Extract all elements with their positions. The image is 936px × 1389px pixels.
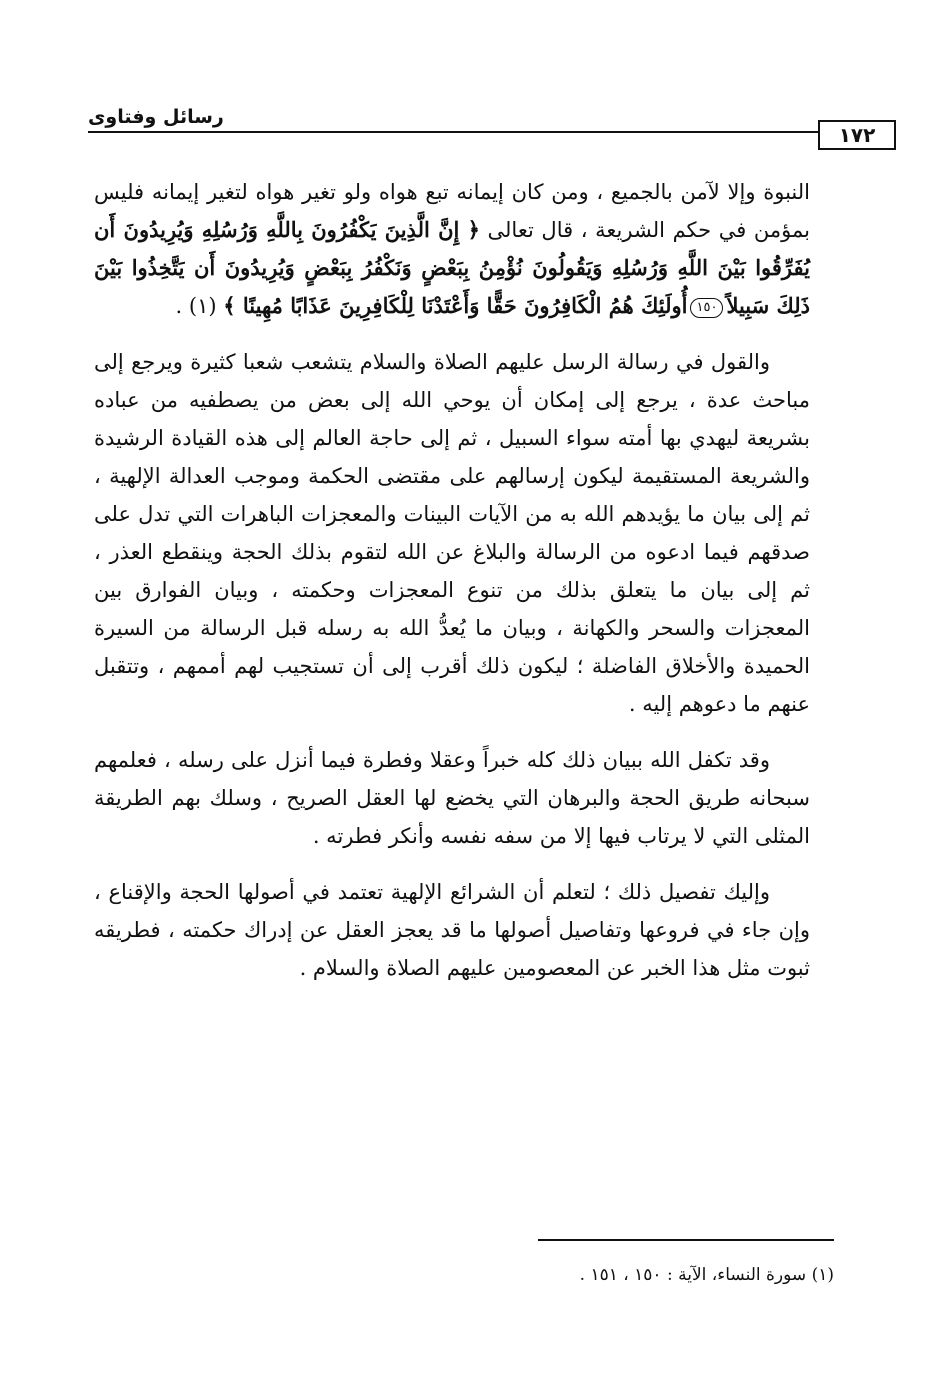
paragraph: والقول في رسالة الرسل عليهم الصلاة والسلام يتشعب شعبا كثيرة ويرجع إلى مباحث عدة ، يرجع إلى إمكان أن يوحي الله إلى بعض من يصطفيه من عباده بشريعة ليهدي بها أمته سواء السبيل ، ثم إلى حاجة العالم إلى هذه القيادة الرشيدة والشريعة المستقيمة ليكون إرسالهم على مقتضى الحكمة وموجب العدالة الإلهية ، ثم إلى بيان ما يؤيدهم الله به من الآيات البينات والمعجزات الباهرات التي تدل على صدقهم فيما ادعوه من الرسالة والبلاغ عن الله لتقوم بذلك الحجة وينقطع العذر ، ثم إلى بيان ما يتعلق بذلك من تنوع المعجزات وحكمته ، وبيان الفوارق بين المعجزات والسحر والكهانة ، وبيان ما يُعدُّ الله به رسله قبل الرسالة من السيرة الحميدة والأخلاق الفاضلة ؛ ليكون ذلك أقرب إلى أن تستجيب لهم أممهم ، وتتقبل عنهم ما دعوهم إليه . xyxy=(94,350,810,716)
paragraph xyxy=(94,173,810,325)
paragraph-end: . xyxy=(175,294,189,318)
paragraph: وقد تكفل الله ببيان ذلك كله خبراً وعقلا وفطرة فيما أنزل على رسله ، فعلمهم سبحانه طريق الحجة والبرهان التي يخضع لها العقل الصريح ، وسلك بهم الطريقة المثلى التي لا يرتاب فيها إلا من سفه نفسه وأنكر فطرته . xyxy=(94,748,810,848)
running-header-title: رسائل وفتاوى xyxy=(88,106,224,128)
quran-verse: ﴿ إِنَّ الَّذِينَ يَكْفُرُونَ بِاللَّهِ وَرُسُلِهِ وَيُرِيدُونَ أَن يُفَرِّقُوا بَيْنَ اللَّهِ وَرُسُلِهِ وَيَقُولُونَ نُؤْمِنُ بِبَعْضٍ وَنَكْفُرُ بِبَعْضٍ وَيُرِيدُونَ أَن يَتَّخِذُوا بَيْنَ ذَلِكَ سَبِيلاً xyxy=(94,217,810,318)
quran-verse-continued: أُولَئِكَ هُمُ الْكَافِرُونَ حَقًّا وَأَعْتَدْنَا لِلْكَافِرِينَ عَذَابًا مُهِينًا ﴾ xyxy=(223,293,688,318)
header-rule xyxy=(88,131,824,133)
footnote: (١) سورة النساء، الآية : ١٥٠ ، ١٥١ . xyxy=(579,1265,834,1285)
running-header xyxy=(88,104,824,152)
footnote-separator xyxy=(538,1239,834,1241)
paragraph-text: النبوة وإلا لآمن بالجميع ، ومن كان إيمانه تبع هواه ولو تغير هواه لتغير إيمانه فليس بمؤمن في حكم الشريعة ، قال تعالى xyxy=(94,180,810,242)
main-text xyxy=(94,173,810,1005)
footnote-reference: (١) xyxy=(188,294,217,318)
paragraph: وإليك تفصيل ذلك ؛ لتعلم أن الشرائع الإلهية تعتمد في أصولها الحجة والإقناع ، وإن جاء في فروعها وتفاصيل أصولها ما قد يعجز العقل عن إدراك حكمته ، فطريقه ثبوت مثل هذا الخبر عن المعصومين عليهم الصلاة والسلام . xyxy=(94,880,810,980)
ayah-number-marker: ١٥٠ xyxy=(690,298,723,318)
page-number: ١٧٢ xyxy=(818,120,896,150)
